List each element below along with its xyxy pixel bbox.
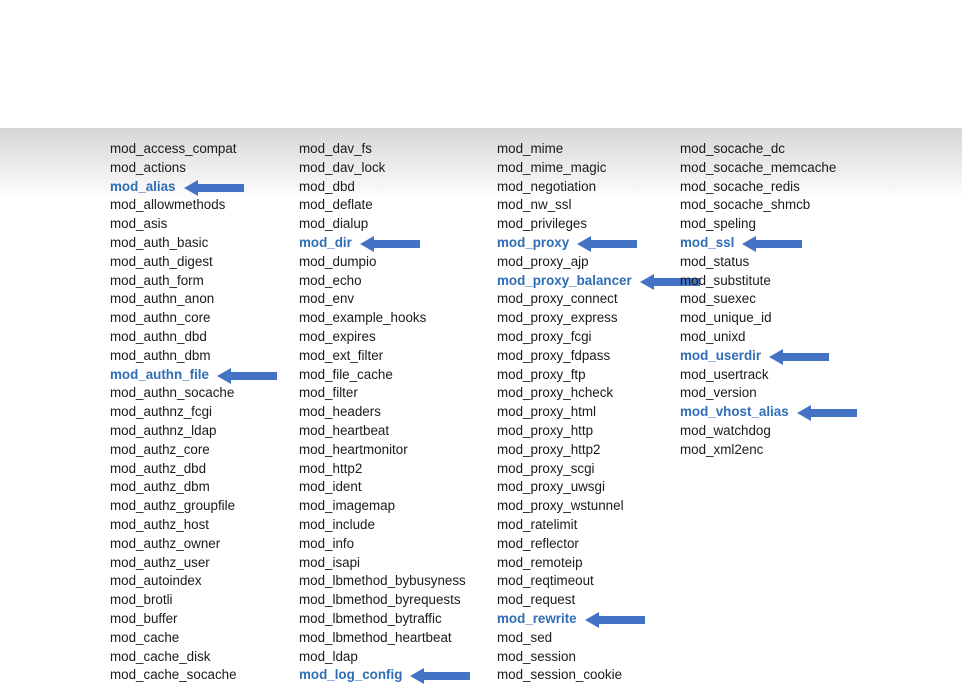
module-name: mod_ldap xyxy=(299,648,358,664)
module-list-item xyxy=(299,441,466,460)
module-list-item xyxy=(497,290,632,309)
module-list-item xyxy=(110,516,237,535)
module-name: mod_authn_anon xyxy=(110,291,215,307)
module-list-item xyxy=(680,403,836,422)
module-name: mod_authz_dbd xyxy=(110,460,207,476)
module-name: mod_imagemap xyxy=(299,498,396,514)
module-name: mod_env xyxy=(299,291,355,307)
module-name: mod_lbmethod_bytraffic xyxy=(299,610,442,626)
module-list-item xyxy=(299,347,466,366)
module-list-item xyxy=(497,591,632,610)
module-list-item xyxy=(299,666,466,685)
module-list-item xyxy=(110,347,237,366)
module-name: mod_reflector xyxy=(497,535,579,551)
module-list-item xyxy=(299,366,466,385)
module-name: mod_proxy_html xyxy=(497,404,596,420)
module-list-item xyxy=(110,159,237,178)
module-list-item xyxy=(299,272,466,291)
module-list-item xyxy=(680,178,836,197)
module-name: mod_proxy_balancer xyxy=(497,272,632,288)
module-list-item xyxy=(110,253,237,272)
module-name: mod_proxy_ajp xyxy=(497,253,589,269)
module-list-item xyxy=(680,215,836,234)
module-name: mod_proxy_hcheck xyxy=(497,385,614,401)
module-list-item xyxy=(110,215,237,234)
module-name: mod_ext_filter xyxy=(299,347,384,363)
module-name: mod_negotiation xyxy=(497,178,597,194)
module-name: mod_ssl xyxy=(680,234,735,250)
module-name: mod_session_cookie xyxy=(497,667,623,683)
module-list-item xyxy=(680,290,836,309)
module-list-item xyxy=(497,328,632,347)
module-name: mod_log_config xyxy=(299,667,403,683)
module-name: mod_dumpio xyxy=(299,253,377,269)
module-list-item xyxy=(110,497,237,516)
module-name: mod_heartmonitor xyxy=(299,441,408,457)
module-list-item xyxy=(299,253,466,272)
module-name: mod_proxy_http xyxy=(497,422,594,438)
module-list-item xyxy=(299,290,466,309)
module-list-item xyxy=(110,478,237,497)
left-arrow-icon xyxy=(184,180,244,196)
module-list-item xyxy=(497,196,632,215)
module-list-item xyxy=(299,535,466,554)
module-list-item xyxy=(299,554,466,573)
module-name: mod_authz_user xyxy=(110,554,210,570)
left-arrow-icon xyxy=(585,612,645,628)
module-list-item xyxy=(299,610,466,629)
module-name: mod_socache_shmcb xyxy=(680,197,811,213)
module-name: mod_authz_core xyxy=(110,441,210,457)
module-name: mod_remoteip xyxy=(497,554,583,570)
module-list-item xyxy=(299,196,466,215)
module-name: mod_lbmethod_bybusyness xyxy=(299,573,466,589)
module-name: mod_auth_basic xyxy=(110,234,209,250)
module-list-item xyxy=(299,629,466,648)
module-list-item xyxy=(110,591,237,610)
module-name: mod_isapi xyxy=(299,554,361,570)
module-name: mod_info xyxy=(299,535,355,551)
module-name: mod_lbmethod_heartbeat xyxy=(299,629,452,645)
module-list-item xyxy=(299,422,466,441)
module-name: mod_lbmethod_byrequests xyxy=(299,592,461,608)
module-name: mod_authn_dbd xyxy=(110,328,207,344)
module-list-item xyxy=(110,272,237,291)
module-name: mod_cache xyxy=(110,629,180,645)
module-list-item xyxy=(680,196,836,215)
module-list-item xyxy=(680,347,836,366)
module-column-4 xyxy=(680,140,836,460)
module-name: mod_mime_magic xyxy=(497,159,607,175)
module-list-item xyxy=(299,591,466,610)
module-list-item xyxy=(497,253,632,272)
module-list-item xyxy=(110,309,237,328)
module-list-item xyxy=(497,460,632,479)
module-list-item xyxy=(110,422,237,441)
module-list-item xyxy=(680,422,836,441)
module-list-item xyxy=(110,290,237,309)
module-column-2 xyxy=(299,140,466,685)
module-list-item xyxy=(497,666,632,685)
module-name: mod_allowmethods xyxy=(110,197,226,213)
module-name: mod_proxy_fdpass xyxy=(497,347,611,363)
module-list-item xyxy=(680,253,836,272)
module-list-item xyxy=(497,366,632,385)
module-list-item xyxy=(110,384,237,403)
module-list-item xyxy=(110,366,237,385)
module-name: mod_file_cache xyxy=(299,366,393,382)
module-name: mod_dialup xyxy=(299,216,369,232)
left-arrow-icon xyxy=(797,405,857,421)
module-list-item xyxy=(680,140,836,159)
module-name: mod_http2 xyxy=(299,460,363,476)
module-list-item xyxy=(110,610,237,629)
module-list-item xyxy=(497,535,632,554)
module-list-item xyxy=(680,441,836,460)
module-list-item xyxy=(680,384,836,403)
module-list-item xyxy=(497,629,632,648)
module-list-item xyxy=(110,328,237,347)
module-list-item xyxy=(497,516,632,535)
module-list-item xyxy=(299,516,466,535)
module-name: mod_watchdog xyxy=(680,422,771,438)
module-list-item xyxy=(497,159,632,178)
module-name: mod_heartbeat xyxy=(299,422,390,438)
module-name: mod_auth_digest xyxy=(110,253,213,269)
module-name: mod_buffer xyxy=(110,610,178,626)
left-arrow-icon xyxy=(769,349,829,365)
module-list-item xyxy=(497,234,632,253)
module-list-item xyxy=(299,572,466,591)
module-list-item xyxy=(110,234,237,253)
module-list-item xyxy=(497,309,632,328)
module-list-item xyxy=(299,178,466,197)
module-list-item xyxy=(497,140,632,159)
module-list-item xyxy=(497,422,632,441)
module-list-item xyxy=(110,140,237,159)
module-name: mod_suexec xyxy=(680,291,756,307)
module-name: mod_proxy_uwsgi xyxy=(497,479,605,495)
module-name: mod_include xyxy=(299,516,375,532)
module-list-item xyxy=(680,366,836,385)
module-list-item xyxy=(110,629,237,648)
module-list-item xyxy=(680,328,836,347)
module-list-item xyxy=(680,234,836,253)
module-list-item xyxy=(299,478,466,497)
module-name: mod_dir xyxy=(299,234,352,250)
module-list-item xyxy=(497,554,632,573)
module-name: mod_authz_dbm xyxy=(110,479,210,495)
module-name: mod_proxy_fcgi xyxy=(497,328,592,344)
module-name: mod_dav_lock xyxy=(299,159,386,175)
module-list-item xyxy=(497,441,632,460)
module-name: mod_expires xyxy=(299,328,376,344)
module-name: mod_substitute xyxy=(680,272,771,288)
module-name: mod_xml2enc xyxy=(680,441,764,457)
module-name: mod_deflate xyxy=(299,197,373,213)
module-name: mod_sed xyxy=(497,629,553,645)
module-name: mod_mime xyxy=(497,141,564,156)
module-list-item xyxy=(497,648,632,667)
module-list-item xyxy=(497,347,632,366)
module-list-item xyxy=(497,610,632,629)
left-arrow-icon xyxy=(742,236,802,252)
module-list-item xyxy=(110,554,237,573)
left-arrow-icon xyxy=(217,368,277,384)
module-name: mod_proxy_scgi xyxy=(497,460,595,476)
module-list-item xyxy=(680,159,836,178)
module-name: mod_auth_form xyxy=(110,272,204,288)
module-name: mod_authn_core xyxy=(110,310,211,326)
module-name: mod_usertrack xyxy=(680,366,769,382)
module-list-item xyxy=(110,572,237,591)
module-list-item xyxy=(110,460,237,479)
module-name: mod_cache_disk xyxy=(110,648,211,664)
module-list-item xyxy=(299,234,466,253)
module-list-item xyxy=(110,648,237,667)
module-list-item xyxy=(299,403,466,422)
module-name: mod_autoindex xyxy=(110,573,202,589)
module-name: mod_access_compat xyxy=(110,141,237,156)
module-name: mod_nw_ssl xyxy=(497,197,572,213)
module-name: mod_reqtimeout xyxy=(497,573,594,589)
module-name: mod_proxy xyxy=(497,234,570,250)
module-list-item xyxy=(497,272,632,291)
module-name: mod_unixd xyxy=(680,328,746,344)
module-name: mod_headers xyxy=(299,404,381,420)
module-name: mod_authnz_ldap xyxy=(110,422,217,438)
module-name: mod_socache_dc xyxy=(680,141,785,156)
module-name: mod_proxy_connect xyxy=(497,291,618,307)
left-arrow-icon xyxy=(360,236,420,252)
module-name: mod_ratelimit xyxy=(497,516,578,532)
module-list-item xyxy=(680,272,836,291)
module-name: mod_actions xyxy=(110,159,186,175)
module-list-item xyxy=(110,196,237,215)
module-list-item xyxy=(299,309,466,328)
module-name: mod_rewrite xyxy=(497,610,577,626)
module-list-item xyxy=(299,384,466,403)
left-arrow-icon xyxy=(410,668,470,684)
module-column-1 xyxy=(110,140,237,685)
module-name: mod_proxy_ftp xyxy=(497,366,586,382)
module-name: mod_unique_id xyxy=(680,310,772,326)
module-name: mod_asis xyxy=(110,216,168,232)
module-list-item xyxy=(299,497,466,516)
module-name: mod_authz_owner xyxy=(110,535,221,551)
module-name: mod_socache_memcache xyxy=(680,159,837,175)
module-list-item xyxy=(110,403,237,422)
module-name: mod_speling xyxy=(680,216,756,232)
module-name: mod_proxy_express xyxy=(497,310,618,326)
module-name: mod_authnz_fcgi xyxy=(110,404,212,420)
module-name: mod_userdir xyxy=(680,347,762,363)
module-name: mod_authn_socache xyxy=(110,385,235,401)
module-list-item xyxy=(299,215,466,234)
module-list-item xyxy=(497,497,632,516)
module-name: mod_brotli xyxy=(110,592,173,608)
module-list-item xyxy=(497,215,632,234)
module-name: mod_request xyxy=(497,592,576,608)
module-list-item xyxy=(299,648,466,667)
module-name: mod_example_hooks xyxy=(299,310,427,326)
module-name: mod_privileges xyxy=(497,216,588,232)
module-list-item xyxy=(299,159,466,178)
module-name: mod_socache_redis xyxy=(680,178,800,194)
module-name: mod_authn_file xyxy=(110,366,209,382)
module-name: mod_echo xyxy=(299,272,362,288)
module-name: mod_status xyxy=(680,253,750,269)
module-name: mod_filter xyxy=(299,385,358,401)
module-name: mod_dbd xyxy=(299,178,355,194)
module-list-item xyxy=(299,460,466,479)
module-list-item xyxy=(497,572,632,591)
module-list-item xyxy=(497,403,632,422)
module-name: mod_session xyxy=(497,648,576,664)
module-list-item xyxy=(110,441,237,460)
module-name: mod_proxy_http2 xyxy=(497,441,601,457)
module-list-item xyxy=(110,178,237,197)
module-list-item xyxy=(299,328,466,347)
module-name: mod_proxy_wstunnel xyxy=(497,498,624,514)
left-arrow-icon xyxy=(577,236,637,252)
module-list-item xyxy=(299,140,466,159)
module-list-item xyxy=(110,666,237,685)
module-list-item xyxy=(497,384,632,403)
module-name: mod_ident xyxy=(299,479,362,495)
module-name: mod_authz_groupfile xyxy=(110,498,236,514)
module-list-item xyxy=(497,478,632,497)
module-list-item xyxy=(680,309,836,328)
module-name: mod_authz_host xyxy=(110,516,210,532)
module-list-item xyxy=(497,178,632,197)
module-name: mod_vhost_alias xyxy=(680,404,789,420)
module-name: mod_version xyxy=(680,385,757,401)
module-name: mod_dav_fs xyxy=(299,141,372,156)
module-name: mod_authn_dbm xyxy=(110,347,211,363)
module-name: mod_alias xyxy=(110,178,176,194)
module-column-3 xyxy=(497,140,632,685)
module-name: mod_cache_socache xyxy=(110,667,237,683)
module-list-item xyxy=(110,535,237,554)
